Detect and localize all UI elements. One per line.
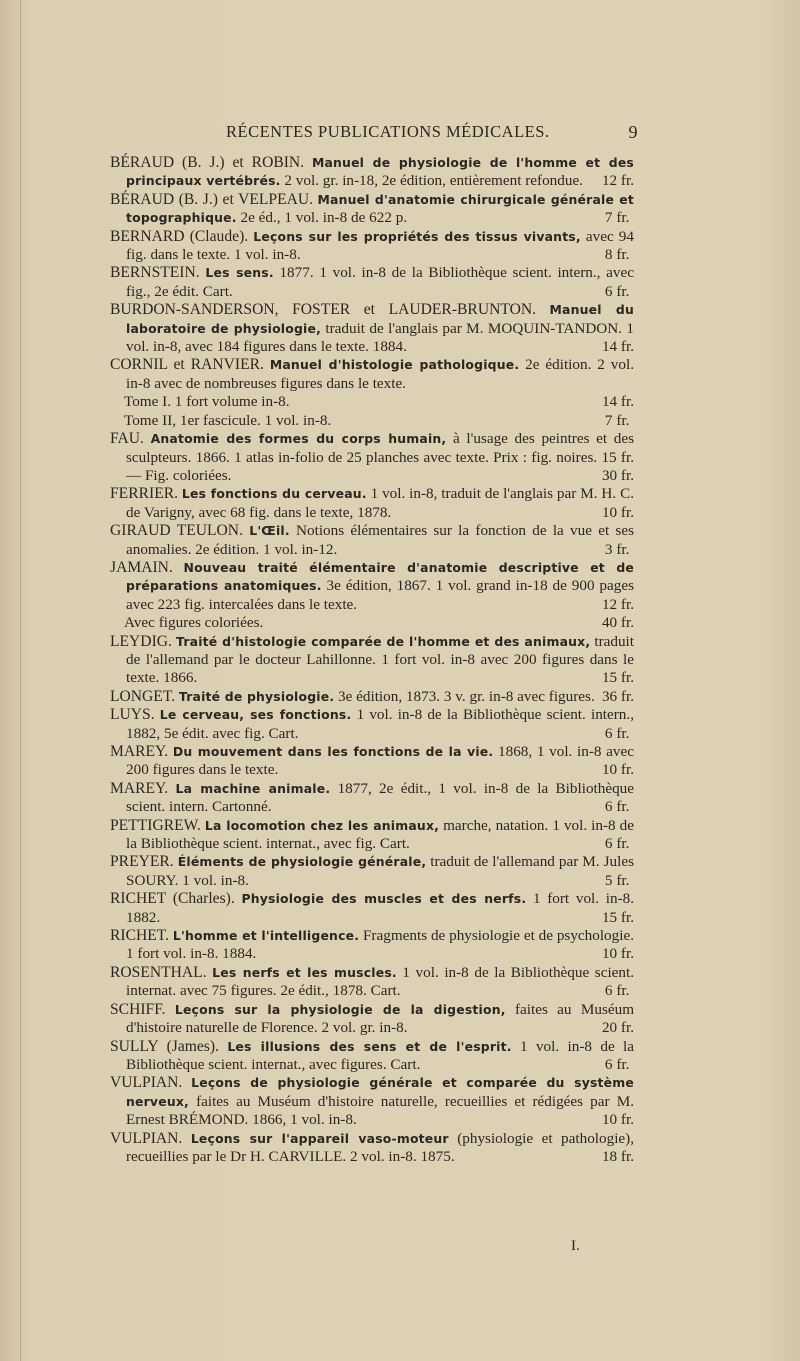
entry-title: Le cerveau, ses fonctions. [159, 707, 352, 723]
catalogue-entry [110, 559, 634, 633]
entry-price: 10 fr. [601, 945, 634, 963]
catalogue-entry [110, 633, 634, 688]
subline-price: 40 fr. [601, 614, 634, 632]
page-number: 9 [628, 122, 638, 142]
subline-price: 14 fr. [601, 393, 634, 411]
entry-details: 1 vol. in-8 de la Bibliothèque scient. internat. avec 75 figures. 2e édit., 1878. Cart. [126, 963, 635, 1000]
catalogue-entry [110, 301, 634, 356]
entry-author: CORNIL et RANVIER. [110, 356, 264, 374]
entry-title: Éléments de physiologie générale, [177, 854, 427, 870]
entry-details: à l'usage des peintres et des sculpteurs. 1866. 1 atlas in-folio de 25 planches avec texte. Prix : fig. noires. 15 fr. — Fig. coloriées. [126, 430, 635, 484]
page-gutter-edge [20, 0, 21, 1361]
entry-details: 1 vol. in-8, traduit de l'anglais par M. H. C. de Varigny, avec 68 fig. dans le texte, 1878. [126, 485, 634, 521]
signature-mark: I. [571, 1238, 580, 1254]
entry-price: 15 fr. [601, 908, 634, 926]
catalogue-entry [110, 1074, 634, 1129]
entry-title: Manuel d'histologie pathologique. [269, 357, 520, 373]
entry-price: 12 fr. [601, 595, 634, 613]
entry-details: faites au Muséum d'histoire naturelle de Florence. 2 vol. gr. in-8. [126, 1000, 635, 1037]
entry-title: La machine animale. [175, 780, 331, 796]
entry-price: 6 fr. [604, 835, 630, 853]
entry-details: avec 94 fig. dans le texte. 1 vol. in-8. [126, 227, 634, 264]
entry-author: RICHET. [110, 927, 170, 945]
entry-subline [126, 614, 634, 632]
entry-details: 1877. 1 vol. in-8 de la Bibliothèque scient. intern., avec fig., 2e édit. Cart. [126, 264, 634, 300]
entry-author: ROSENTHAL. [110, 963, 207, 981]
entry-details: 1 vol. in-8 de la Bibliothèque scient. intern., 1882, 5e édit. avec fig. Cart. [126, 706, 634, 742]
entry-author: PETTIGREW. [110, 816, 201, 834]
catalogue-entry [110, 890, 634, 927]
entry-price: 18 fr. [601, 1147, 634, 1165]
entry-title: Nouveau traité élémentaire d'anatomie descriptive et de préparations anatomiques. [126, 559, 635, 594]
entry-title: Manuel de physiologie de l'homme et des principaux vertébrés. [126, 155, 635, 189]
entry-price: 12 fr. [601, 172, 634, 190]
entry-price: 6 fr. [604, 724, 630, 742]
entry-title: Les nerfs et les muscles. [212, 964, 397, 980]
catalogue-entry [110, 356, 634, 430]
entry-subline [126, 393, 634, 411]
entry-details: traduit de l'anglais par M. MOQUIN-TANDON. 1 vol. in-8, avec 184 figures dans le texte. 1884. [126, 319, 635, 356]
entry-title: Leçons sur la physiologie de la digestion, [174, 1001, 506, 1017]
entry-details: marche, natation. 1 vol. in-8 de la Bibliothèque scient. internat., avec fig. Cart. [126, 816, 635, 853]
catalogue-entry [110, 228, 634, 265]
entry-title: Leçons de physiologie générale et comparée du système nerveux, [126, 1075, 634, 1109]
catalogue-entry [110, 430, 634, 485]
entry-details: 1868, 1 vol. in-8 avec 200 figures dans le texte. [126, 743, 634, 779]
entry-author: BÉRAUD (B. J.) et ROBIN. [110, 154, 305, 171]
running-head-title: RÉCENTES PUBLICATIONS MÉDICALES. [226, 122, 550, 141]
entry-details: Notions élémentaires sur la fonction de la vue et ses anomalies. 2e édition. 1 vol. in-12. [126, 522, 634, 558]
catalogue-entry [110, 853, 634, 890]
entry-author: LUYS. [110, 706, 155, 724]
entry-title: Les sens. [205, 265, 274, 281]
entry-price: 6 fr. [604, 798, 630, 816]
catalogue-entry [110, 1130, 634, 1167]
entry-price: 6 fr. [604, 282, 630, 300]
entry-price: 30 fr. [601, 466, 634, 484]
entry-details: 1 fort vol. in-8. 1882. [126, 890, 635, 926]
entry-author: JAMAIN. [110, 558, 173, 576]
entry-title: Traité de physiologie. [178, 688, 335, 704]
entry-price: 8 fr. [604, 246, 630, 264]
subline-text: Tome II, 1er fascicule. 1 vol. in-8. [124, 411, 332, 429]
catalogue-entry [110, 191, 634, 228]
entry-author: LEYDIG. [110, 632, 172, 650]
entry-author: MAREY. [110, 743, 169, 760]
catalogue-entry [110, 264, 634, 301]
entry-author: MAREY. [110, 779, 169, 797]
entry-author: SULLY (James). [110, 1037, 219, 1055]
entry-title: La locomotion chez les animaux, [204, 817, 440, 833]
entry-price: 36 fr. [601, 687, 634, 705]
entry-author: BERNSTEIN. [110, 264, 200, 282]
catalogue-entry [110, 927, 634, 964]
entry-author: BURDON-SANDERSON, FOSTER et LAUDER-BRUNTON. [110, 301, 537, 319]
entry-details: Fragments de physiologie et de psychologie. 1 fort vol. in-8. 1884. [126, 927, 635, 963]
entry-author: FERRIER. [110, 485, 179, 503]
entry-price: 10 fr. [601, 761, 634, 779]
catalogue-list [110, 154, 634, 1166]
entry-author: LONGET. [110, 687, 176, 705]
entry-details: 3e édition, 1867. 1 vol. grand in-18 de 900 pages avec 223 fig. intercalées dans le texte. [126, 577, 634, 613]
entry-details: (physiologie et pathologie), recueillies par le Dr H. CARVILLE. 2 vol. in-8. 1875. [126, 1129, 635, 1165]
subline-price: 7 fr. [604, 411, 630, 429]
entry-author: BÉRAUD (B. J.) et VELPEAU. [110, 190, 314, 208]
entry-author: FAU. [110, 430, 144, 448]
catalogue-entry [110, 485, 634, 522]
subline-text: Tome I. 1 fort volume in-8. [124, 393, 290, 411]
entry-author: PREYER. [110, 853, 174, 871]
entry-title: Leçons sur les propriétés des tissus vivants, [253, 228, 581, 244]
entry-details: 2e éd., 1 vol. in-8 de 622 p. [240, 209, 408, 227]
entry-details: 2e édition. 2 vol. in-8 avec de nombreuses figures dans le texte. [126, 356, 634, 392]
entry-price: 10 fr. [601, 503, 634, 521]
entry-title: L'homme et l'intelligence. [172, 928, 360, 944]
entry-author: RICHET (Charles). [110, 890, 235, 908]
entry-details: 2 vol. gr. in-18, 2e édition, entièrement refondue. [284, 172, 583, 190]
entry-title: Manuel d'anatomie chirurgicale générale et topographique. [126, 191, 635, 226]
entry-title: Les fonctions du cerveau. [181, 486, 367, 502]
entry-details: traduit de l'allemand par le docteur Lahillonne. 1 fort vol. in-8 avec 200 figures dans le texte. 1866. [126, 632, 634, 687]
catalogue-entry [110, 522, 634, 559]
entry-price: 6 fr. [604, 982, 630, 1000]
entry-price: 7 fr. [604, 209, 630, 227]
catalogue-entry [110, 1038, 634, 1075]
entry-author: BERNARD (Claude). [110, 227, 249, 245]
entry-subline [126, 412, 634, 430]
entry-title: Leçons sur l'appareil vaso-moteur [190, 1130, 449, 1146]
entry-details: 1877, 2e édit., 1 vol. in-8 de la Bibliothèque scient. intern. Cartonné. [126, 779, 635, 816]
catalogue-entry [110, 154, 634, 191]
entry-author: SCHIFF. [110, 1000, 166, 1018]
entry-title: Du mouvement dans les fonctions de la vie. [172, 744, 494, 759]
catalogue-entry [110, 1001, 634, 1038]
entry-price: 15 fr. [601, 669, 634, 687]
catalogue-entry [110, 706, 634, 743]
catalogue-entry [110, 780, 634, 817]
entry-title: Manuel du laboratoire de physiologie, [126, 302, 634, 336]
entry-title: L'Œil. [249, 523, 290, 539]
subline-text: Avec figures coloriées. [124, 614, 264, 632]
entry-details: 3e édition, 1873. 3 v. gr. in-8 avec figures. [338, 687, 595, 705]
entry-price: 14 fr. [601, 338, 634, 356]
entry-details: faites au Muséum d'histoire naturelle, recueillies et rédigées par M. Ernest BRÉMOND. 1866, 1 vol. in-8. [126, 1092, 634, 1129]
entry-title: Traité d'histologie comparée de l'homme et des animaux, [176, 633, 591, 649]
entry-price: 6 fr. [604, 1055, 630, 1073]
entry-price: 20 fr. [601, 1019, 634, 1037]
entry-title: Anatomie des formes du corps humain, [150, 431, 447, 447]
entry-price: 5 fr. [604, 871, 630, 889]
catalogue-entry [110, 688, 634, 706]
entry-title: Physiologie des muscles et des nerfs. [241, 891, 527, 907]
entry-price: 10 fr. [601, 1111, 634, 1129]
catalogue-entry [110, 964, 634, 1001]
catalogue-entry [110, 817, 634, 854]
entry-author: VULPIAN. [110, 1129, 183, 1147]
entry-author: VULPIAN. [110, 1074, 183, 1092]
entry-author: GIRAUD TEULON. [110, 522, 243, 540]
catalogue-entry [110, 743, 634, 780]
entry-details: traduit de l'allemand par M. Jules SOURY. 1 vol. in-8. [126, 853, 634, 889]
entry-price: 3 fr. [604, 540, 630, 558]
entry-title: Les illusions des sens et de l'esprit. [227, 1038, 512, 1054]
entry-details: 1 vol. in-8 de la Bibliothèque scient. internat., avec figures. Cart. [126, 1037, 635, 1073]
